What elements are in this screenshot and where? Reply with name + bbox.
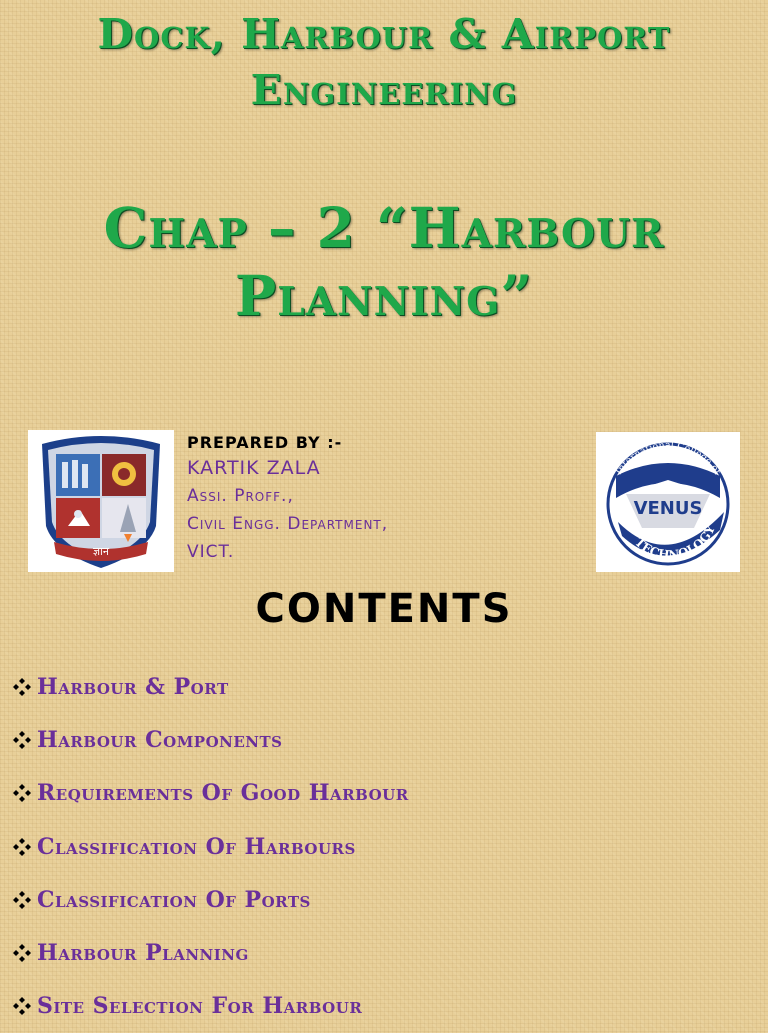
crest-motto: ज्ञान: [92, 545, 110, 558]
document-title-line-2: Engineering: [250, 66, 518, 114]
logo-arc-top-text: International College of: [613, 439, 723, 477]
list-item-label: Classification Of Ports: [37, 886, 311, 913]
list-item: [10, 713, 409, 766]
diamond-bullet-icon: [10, 783, 34, 803]
logo-arc-bottom-text: TECHNOLOGY: [632, 522, 718, 563]
list-item-label: Harbour & Port: [37, 673, 229, 700]
list-item-label: Classification Of Harbours: [37, 833, 356, 860]
list-item-label: Harbour Components: [37, 726, 283, 753]
contents-heading: CONTENTS: [255, 586, 513, 632]
list-item: [10, 980, 409, 1033]
diamond-bullet-icon: [10, 730, 34, 750]
list-item: [10, 926, 409, 979]
author-designation: Assi. Proff.,: [187, 486, 294, 506]
diamond-bullet-icon: [10, 890, 34, 910]
document-title-line-1: Dock, Harbour & Airport: [97, 10, 671, 58]
author-name: KARTIK ZALA: [187, 457, 321, 479]
author-institute: VICT.: [187, 542, 235, 562]
author-department: Civil Engg. Department,: [187, 514, 389, 534]
diamond-bullet-icon: [10, 677, 34, 697]
list-item: [10, 767, 409, 820]
venus-college-logo: [596, 432, 740, 572]
diamond-bullet-icon: [10, 996, 34, 1016]
prepared-by-label: PREPARED BY :-: [187, 433, 343, 452]
prepared-by-block: [187, 432, 388, 566]
contents-list: [10, 660, 409, 1033]
list-item-label: Requirements Of Good Harbour: [37, 780, 409, 807]
svg-text:TECHNOLOGY: [632, 523, 718, 563]
gtu-crest-logo: [28, 430, 174, 572]
list-item: [10, 820, 409, 873]
chapter-title-line-1: Chap – 2 “Harbour: [103, 195, 665, 260]
list-item-label: Site Selection For Harbour: [37, 993, 363, 1020]
list-item: [10, 873, 409, 926]
diamond-bullet-icon: [10, 943, 34, 963]
list-item: [10, 660, 409, 713]
chapter-title-line-2: Planning”: [234, 263, 534, 328]
logo-venus-word: VENUS: [633, 498, 703, 519]
diamond-bullet-icon: [10, 837, 34, 857]
list-item-label: Harbour Planning: [37, 940, 249, 967]
